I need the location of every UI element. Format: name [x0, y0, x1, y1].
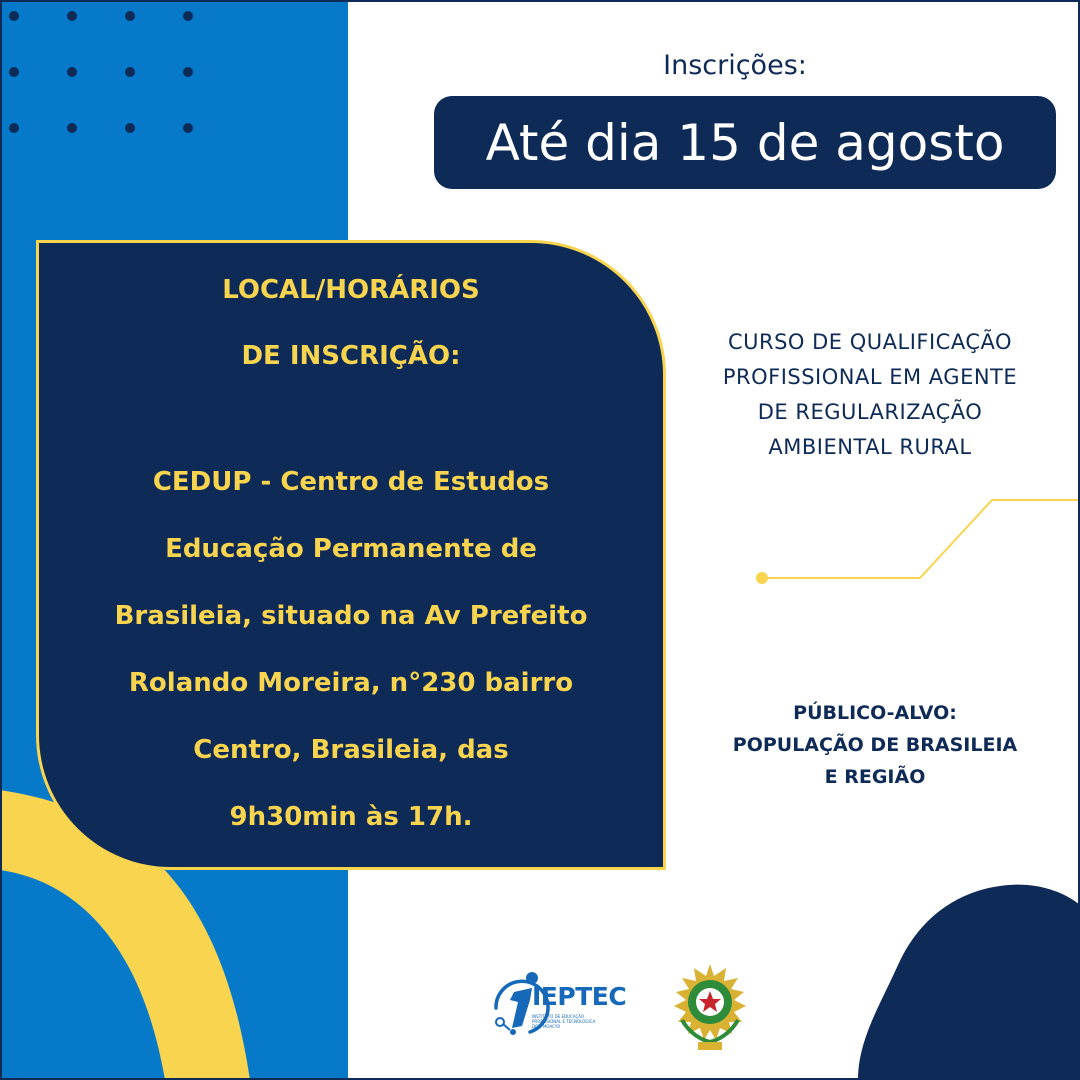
deadline-text: Até dia 15 de agosto [485, 113, 1005, 172]
audience-line-2: POPULAÇÃO DE BRASILEIA [732, 734, 1018, 756]
course-title-line-2: PROFISSIONAL EM AGENTE [722, 365, 1018, 389]
yellow-connector-line [762, 500, 1080, 578]
yellow-connector-dot [756, 572, 768, 584]
ieptec-subtitle-line-3: DOM MOACYR [532, 1024, 561, 1029]
dot-grid-decoration [0, 0, 220, 150]
target-audience [690, 697, 1060, 793]
ieptec-subtitle-line-1: INSTITUTO DE EDUCAÇÃO [532, 1014, 585, 1019]
location-hours-card [36, 240, 666, 870]
navy-blob-shape [858, 885, 1080, 1080]
card-heading-line-2: DE INSCRIÇÃO: [241, 341, 461, 371]
course-title-line-3: DE REGULARIZAÇÃO [757, 400, 983, 424]
card-heading-line-1: LOCAL/HORÁRIOS [222, 275, 480, 305]
course-title [680, 325, 1060, 465]
card-body-line-2: Educação Permanente de [165, 534, 537, 564]
course-title-line-4: AMBIENTAL RURAL [768, 435, 972, 459]
card-body-line-4: Rolando Moreira, n°230 bairro [128, 668, 574, 698]
registration-label: Inscrições: [663, 50, 807, 81]
ieptec-subtitle [532, 1014, 624, 1029]
audience-line-1: PÚBLICO-ALVO: [793, 702, 957, 724]
course-title-line-1: CURSO DE QUALIFICAÇÃO [727, 330, 1013, 354]
audience-line-3: E REGIÃO [824, 766, 926, 788]
card-body-line-6: 9h30min às 17h. [229, 802, 473, 832]
ieptec-logo [486, 966, 626, 1046]
card-body-line-3: Brasileia, situado na Av Prefeito [114, 601, 588, 631]
ieptec-subtitle-line-2: PROFISSIONAL E TECNOLÓGICA [532, 1019, 596, 1024]
acre-coat-of-arms-icon [668, 962, 752, 1054]
card-body-line-1: CEDUP - Centro de Estudos [152, 467, 550, 497]
ieptec-brand-text: IEPTEC [532, 982, 627, 1011]
card-body-line-5: Centro, Brasileia, das [193, 735, 509, 765]
deadline-banner [434, 96, 1056, 189]
